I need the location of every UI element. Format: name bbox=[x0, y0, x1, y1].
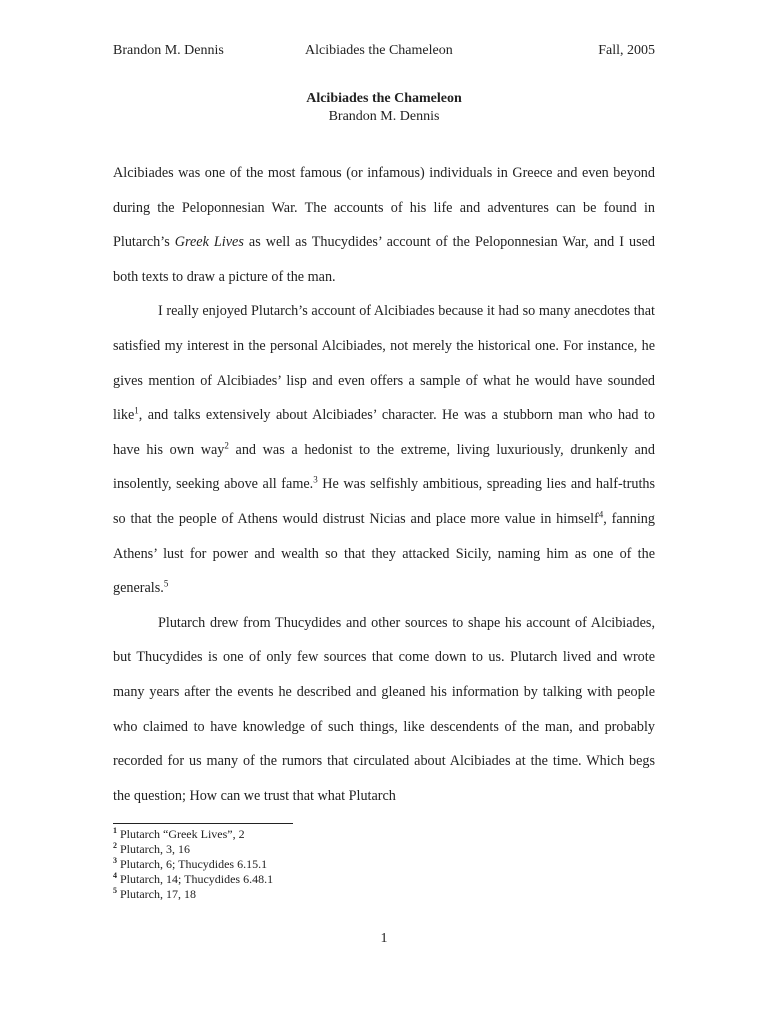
footnote-item bbox=[113, 887, 513, 902]
footnote-text: Plutarch, 6; Thucydides 6.15.1 bbox=[120, 857, 268, 871]
footnote-ref-1[interactable]: 1 bbox=[134, 405, 139, 416]
document-title: Alcibiades the Chameleon bbox=[306, 91, 462, 106]
footnote-number: 1 bbox=[113, 826, 117, 835]
footnote-separator bbox=[113, 823, 293, 824]
footnotes bbox=[113, 827, 513, 902]
paragraph-text: He was selfishly ambitious, spreading lies and half-truths so that the people of Athens would distrust Nicias and place more value in himself bbox=[113, 476, 655, 527]
book-title: Greek Lives bbox=[174, 234, 244, 251]
header-date: Fall, 2005 bbox=[598, 43, 655, 58]
footnote-text: Plutarch, 14; Thucydides 6.48.1 bbox=[120, 872, 274, 886]
page-number: 1 bbox=[380, 931, 388, 946]
footnote-number: 2 bbox=[113, 841, 117, 850]
body-text bbox=[113, 156, 655, 813]
footnote-ref-4[interactable]: 4 bbox=[598, 509, 604, 520]
header-title: Alcibiades the Chameleon bbox=[305, 43, 453, 58]
paragraph-text: I really enjoyed Plutarch’s account of Alcibiades because it had so many anecdotes that satisfied my interest in the personal Alcibiades, not merely the historical one. For instance, he gives mention of Alcibiades’ lisp and even offers a sample of what he would have sounded like bbox=[113, 303, 655, 424]
footnote-text: Plutarch, 17, 18 bbox=[120, 887, 196, 901]
footnote-ref-2[interactable]: 2 bbox=[224, 440, 229, 451]
footnote-item bbox=[113, 827, 513, 842]
footnote-text: Plutarch, 3, 16 bbox=[120, 842, 190, 856]
paragraph-text: and was a hedonist to the extreme, living luxuriously, drunkenly and insolently, seeking above all fame. bbox=[113, 441, 655, 493]
paragraph-text: as well as Thucydides’ account of the Peloponnesian War, and I used both texts to draw a picture of the man. bbox=[113, 234, 655, 285]
footnote-item bbox=[113, 842, 513, 857]
paragraph-2 bbox=[113, 294, 655, 605]
paragraph-1 bbox=[113, 156, 655, 294]
header-author: Brandon M. Dennis bbox=[113, 43, 224, 58]
paragraph-text: Alcibiades was one of the most famous (or infamous) individuals in Greece and even beyond during the Peloponnesian War. The accounts of his life and adventures can be found in Plutarch’s bbox=[113, 165, 655, 251]
paragraph-text: , and talks extensively about Alcibiades’ character. He was a stubborn man who had to have his own way bbox=[113, 407, 655, 458]
footnote-item bbox=[113, 872, 513, 887]
paragraph-3: Plutarch drew from Thucydides and other sources to shape his account of Alcibiades, but Thucydides is one of only few sources that come down to us. Plutarch lived and wrote many years after the events he described and gleaned his information by talking with people who claimed to have knowledge of such things, like descendents of the man, and probably recorded for us many of the rumors that circulated about Alcibiades at the time. Which begs the question; How can we trust that what Plutarch bbox=[113, 614, 655, 804]
footnote-text: Plutarch “Greek Lives”, 2 bbox=[120, 827, 245, 841]
footnote-number: 3 bbox=[113, 856, 117, 865]
paragraph-text: , fanning Athens’ lust for power and wealth so that they attacked Sicily, naming him as one of the generals. bbox=[113, 510, 655, 597]
footnote-ref-3[interactable]: 3 bbox=[313, 474, 318, 485]
footnote-number: 5 bbox=[113, 886, 117, 895]
footnote-number: 4 bbox=[113, 871, 117, 880]
footnote-item bbox=[113, 857, 513, 872]
running-header bbox=[113, 43, 655, 65]
document-author: Brandon M. Dennis bbox=[328, 109, 440, 124]
footnote-ref-5[interactable]: 5 bbox=[163, 578, 169, 589]
